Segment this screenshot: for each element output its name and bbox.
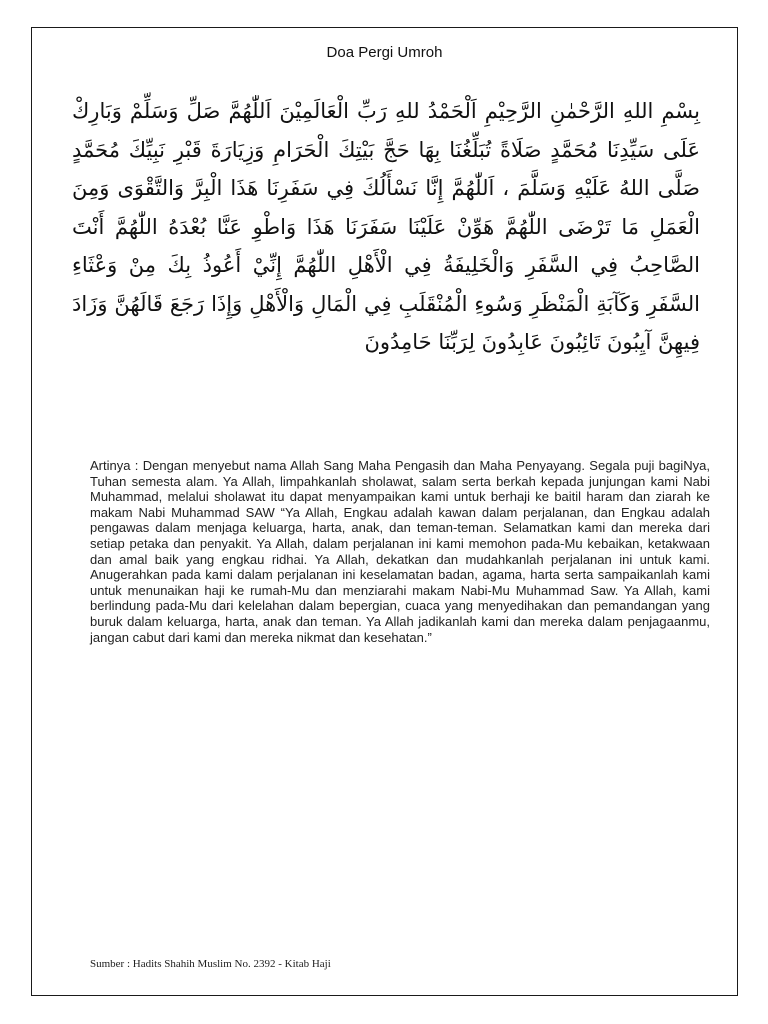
source-citation: Sumber : Hadits Shahih Muslim No. 2392 - Kitab Haji <box>90 958 331 970</box>
document-title: Doa Pergi Umroh <box>326 44 443 61</box>
arabic-prayer-text: بِسْمِ اللهِ الرَّحْمٰنِ الرَّحِيْمِ اَلْحَمْدُ للهِ رَبِّ الْعَالَمِيْنَ اَللّٰهُمَّ صَلِّ وَسَلِّمْ وَبَارِكْ عَلَى سَيِّدِنَا مُحَمَّدٍ صَلَاةً تُبَلِّغُنَا بِهَا حَجَّ بَيْتِكَ الْحَرَامِ وَزِيَارَةَ قَبْرِ نَبِيِّكَ مُحَمَّدٍ صَلَّى اللهُ عَلَيْهِ وَسَلَّمَ ، اَللّٰهُمَّ إِنَّا نَسْأَلُكَ فِي سَفَرِنَا هَذَا الْبِرَّ وَالتَّقْوَى وَمِنَ الْعَمَلِ مَا تَرْضَى اللّٰهُمَّ هَوِّنْ عَلَيْنَا سَفَرَنَا هَذَا وَاطْوِ عَنَّا بُعْدَهُ اللّٰهُمَّ أَنْتَ الصَّاحِبُ فِي السَّفَرِ وَالْخَلِيفَةُ فِي الْأَهْلِ اللّٰهُمَّ إِنِّيْ أَعُوذُ بِكَ مِنْ وَعْثَاءِ السَّفَرِ وَكَآبَةِ الْمَنْظَرِ وَسُوءِ الْمُنْقَلَبِ فِي الْمَالِ وَالْأَهْلِ وَإِذَا رَجَعَ قَالَهُنَّ وَزَادَ فِيهِنَّ آيِبُونَ تَائِبُونَ عَابِدُونَ لِرَبِّنَا حَامِدُونَ <box>72 99 700 354</box>
translation-paragraph: Artinya : Dengan menyebut nama Allah Sang Maha Pengasih dan Maha Penyayang. Segala puji bagiNya, Tuhan semesta alam. Ya Allah, limpahkanlah sholawat, salam serta berkah kepada junjungan kami Nabi Muhammad, melalui sholawat itu dapat menyampaikan kami untuk berhaji ke baitil haram dan ziarah ke makam Nabi Muhammad SAW “Ya Allah, Engkau adalah kawan dalam perjalanan, dan Engkau adalah pengawas dalam menjaga keluarga, harta, anak, dan teman-teman. Selamatkan kami dan mereka dari setiap petaka dan penyakit. Ya Allah, dalam perjalanan ini kami memohon pada-Mu kebaikan, ketakwaan dan amal baik yang engkau ridhai. Ya Allah, dekatkan dan mudahkanlah perjalanan ini untuk kami. Anugerahkan pada kami dalam perjalanan ini keselamatan badan, agama, harta serta sampaikanlah kami untuk menunaikan haji ke rumah-Mu dan menziarahi makam Nabi-Mu Muhammad Saw. Ya Allah, kami berlindung pada-Mu dari kelelahan dalam bepergian, cuaca yang menyedihakan dan pemandangan yang buruk dalam keluarga, harta, anak dan teman. Ya Allah jadikanlah kami dan mereka dalam penjagaanmu, jangan cabut dari kami dan mereka nikmat dan kesehatan.” <box>90 458 710 645</box>
document-page <box>31 27 738 996</box>
